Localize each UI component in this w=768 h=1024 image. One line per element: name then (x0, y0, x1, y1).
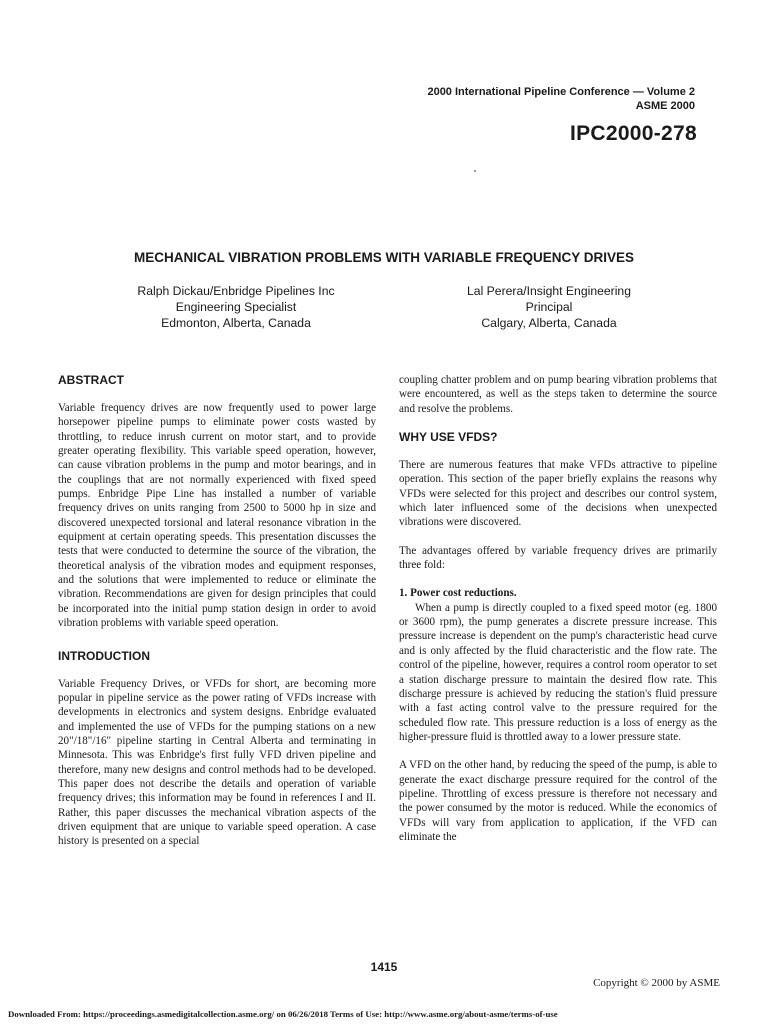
power-cost-paragraph: When a pump is directly coupled to a fixed speed motor (eg. 1800 or 3600 rpm), the pump generates a discrete pressure increase. This pressure increase is dependent on the pump's characteristic head curve and is only affected by the fluid characteristic and the flow rate. The control of the pipeline, however, requires a control room operator to set a station discharge pressure to maintain the desired flow rate. This discharge pressure is achieved by reducing the station's fluid pressure with a fast acting control valve to the pressure required for the scheduled flow rate. This pressure reduction is a loss of energy as the higher-pressure fluid is throttled away to a lower pressure state. (399, 601, 717, 743)
continued-paragraph: coupling chatter problem and on pump bearing vibration problems that were encountered, as well as the steps taken to determine the source and resolve the problems. (399, 374, 717, 415)
why-use-vfds-heading: WHY USE VFDS? (399, 430, 498, 445)
author-role: Engineering Specialist (175, 300, 297, 314)
copyright-notice: Copyright © 2000 by ASME (593, 977, 720, 989)
author-name: Lal Perera/Insight Engineering (467, 284, 631, 298)
left-column (58, 373, 376, 863)
author-block-2 (399, 283, 699, 331)
vfd-paragraph: A VFD on the other hand, by reducing the speed of the pump, is able to generate the exact discharge pressure required for the control of the pipeline. Throttling of excess pressure is therefore not necessary and the power consumed by the motor is reduced. While the economics of VFDs will vary from application to application, if the VFD can eliminate the (399, 759, 717, 843)
abstract-paragraph: Variable frequency drives are now frequently used to power large horsepower pipeline pumps to eliminate power costs wasted by throttling, to reduce inrush current on motor start, and to provide greater operating flexibility. This variable speed operation, however, can cause vibration problems in the pump and motor bearings, and in the couplings that are not normally experienced with fixed speed pumps. Enbridge Pipe Line has installed a number of variable frequency drives on units ranging from 2500 to 5000 hp in size and discovered unexpected torsional and lateral resonance vibration in the equipment at certain operating speeds. This presentation discusses the tests that were conducted to determine the source of the vibration, the theoretical analysis of the vibration modes and equipment responses, and the solutions that were implemented to reduce or eliminate the vibration. Recommendations are given for design principles that could be incorporated into the initial pump station design in order to avoid vibration problems with variable speed operation. (58, 402, 376, 630)
author-block-1 (86, 283, 386, 331)
power-cost-subheading: 1. Power cost reductions. (399, 587, 517, 600)
author-location: Calgary, Alberta, Canada (481, 316, 617, 330)
right-column (399, 373, 717, 858)
introduction-paragraph: Variable Frequency Drives, or VFDs for short, are becoming more popular in pipeline service as the power rating of VFDs increase with developments in electronics and system designs. Enbridge evaluated and implemented the use of VFDs for the pumping stations on a new 20"/18"/16" pipeline starting in Central Alberta and terminating in Minnesota. This was Enbridge's first fully VFD driven pipeline and therefore, many new designs and control methods had to be developed. This paper does not describe the details and operation of variable frequency drives; this information may be found in references I and II. Rather, this paper discusses the mechanical vibration aspects of the driven equipment that are unique to variable speed operation. A case history is presented on a special (58, 677, 376, 848)
author-name: Ralph Dickau/Enbridge Pipelines Inc (137, 284, 335, 298)
author-role: Principal (525, 300, 573, 314)
why-paragraph: There are numerous features that make VFDs attractive to pipeline operation. This section of the paper briefly explains the reasons why VFDs were selected for this project and describes our control system, which later influenced some of the decisions when unexpected vibrations were discovered. (399, 459, 717, 529)
paper-title: MECHANICAL VIBRATION PROBLEMS WITH VARIABLE FREQUENCY DRIVES (133, 250, 635, 265)
paper-id: IPC2000-278 (569, 122, 697, 145)
publisher-line: ASME 2000 (635, 100, 695, 112)
download-notice: Downloaded From: https://proceedings.asmedigitalcollection.asme.org/ on 06/26/2018 Terms of Use: http://www.asme.org/about-asme/terms-of-use (8, 1009, 558, 1019)
conference-line: 2000 International Pipeline Conference — Volume 2 (427, 86, 695, 98)
scan-dot (474, 170, 476, 172)
author-location: Edmonton, Alberta, Canada (161, 316, 311, 330)
abstract-heading: ABSTRACT (58, 373, 124, 387)
advantages-paragraph: The advantages offered by variable frequency drives are primarily three fold: (399, 544, 717, 572)
introduction-heading: INTRODUCTION (58, 648, 150, 663)
page-number: 1415 (370, 960, 398, 974)
